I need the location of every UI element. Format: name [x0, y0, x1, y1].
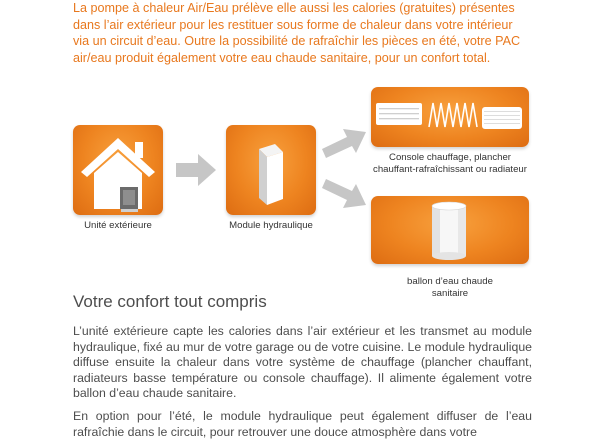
hydraulic-module-box — [226, 125, 316, 215]
arrow-right-icon — [176, 154, 216, 186]
arrow-down-right-icon — [322, 176, 368, 212]
heating-emitters-icon — [371, 87, 529, 147]
hot-water-tank-box — [371, 196, 529, 264]
radiator-icon — [482, 107, 522, 129]
arrow-up-right-icon — [322, 125, 368, 161]
house-icon — [73, 125, 163, 215]
heating-emitters-box — [371, 87, 529, 147]
hydraulic-module-label: Module hydraulique — [229, 220, 313, 231]
section-title: Votre confort tout compris — [73, 292, 267, 311]
hot-water-tank-label: ballon d’eau chaude sanitaire — [407, 276, 493, 299]
heating-emitters-label: Console chauffage, plancher chauffant-rafraîchissant ou radiateur — [373, 152, 527, 175]
hydraulic-module-icon — [226, 125, 316, 215]
section-paragraph-2: En option pour l’été, le module hydraulique peut également diffuser de l’eau rafraîchie dans le circuit, pour retrouver une douce atmosphère dans votre — [73, 409, 532, 439]
outdoor-unit-box — [73, 125, 163, 215]
intro-text: La pompe à chaleur Air/Eau prélève elle aussi les calories (gratuites) présentes dans l’air extérieur pour les restituer sous forme de chaleur dans votre intérieur via un circuit d’eau. Outre la possibilité de rafraîchir les pièces en été, votre PAC air/eau produit également votre eau chaude sanitaire, pour un confort total. — [73, 1, 521, 65]
outdoor-unit-label: Unité extérieure — [84, 220, 152, 231]
console-icon — [376, 103, 422, 125]
section-paragraph-1: L’unité extérieure capte les calories dans l’air extérieur et les transmet au module hydraulique, fixé au mur de votre garage ou de votre cuisine. Le module hydraulique diffuse ensuite la chaleur dans votre système de chauffage (plancher chauffant, radiateurs basse température ou console chauffage). Il alimente également votre ballon d’eau chaude sanitaire. — [73, 324, 532, 400]
floor-heating-coil-icon — [429, 103, 477, 127]
hot-water-tank-icon — [371, 196, 529, 264]
